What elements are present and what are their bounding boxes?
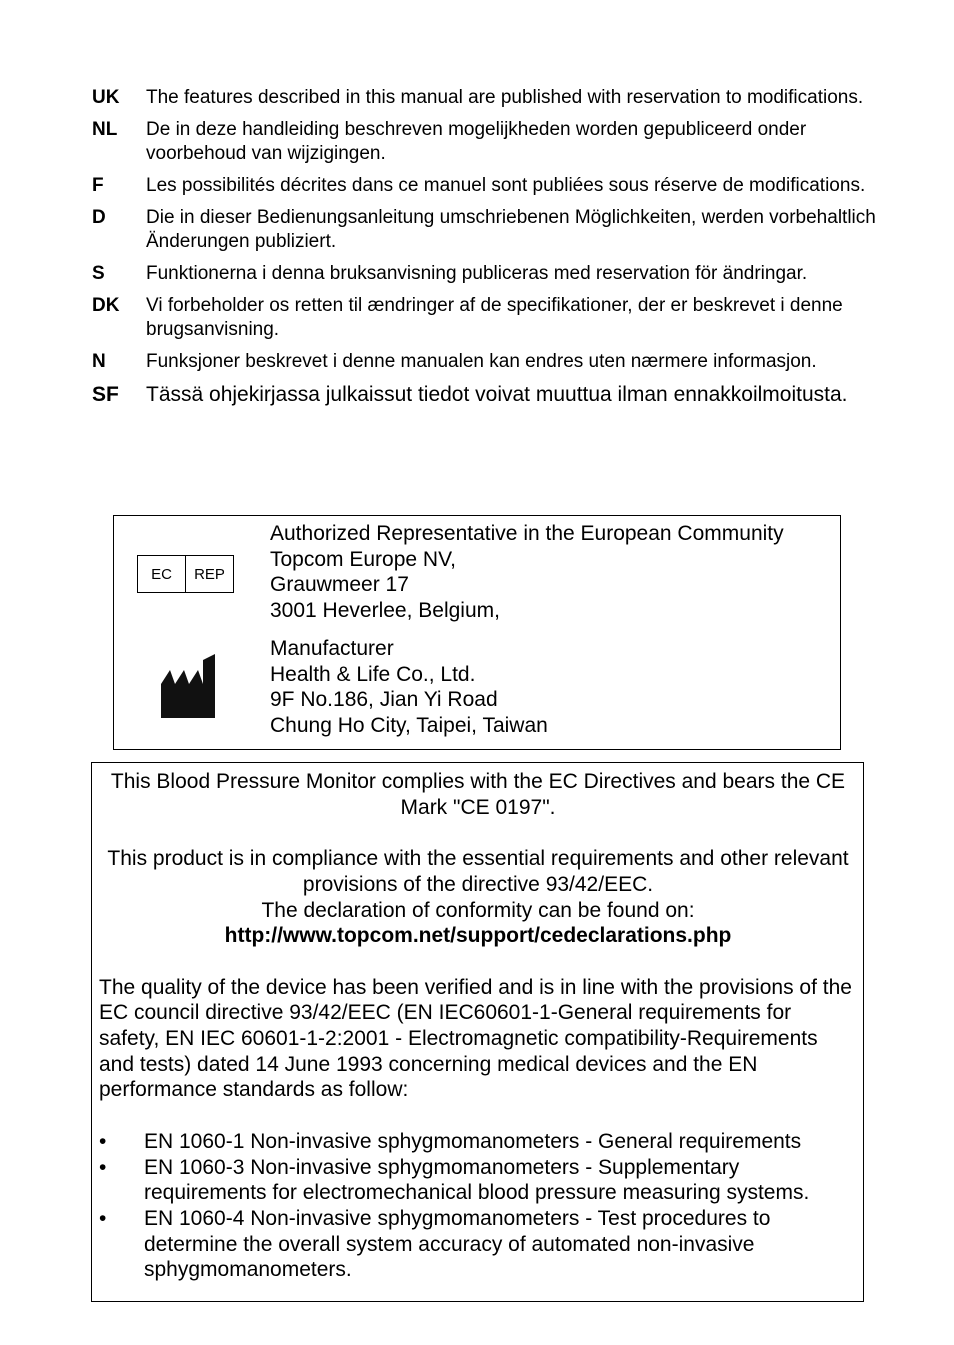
lang-row-d [92, 206, 882, 254]
language-disclaimer-list [92, 86, 882, 416]
rep-label: REP [185, 556, 233, 592]
lang-text: Die in dieser Bedienungsanleitung umschriebenen Möglichkeiten, werden vorbehaltlich Änderungen publiziert. [146, 207, 876, 252]
ec-rep-symbol [137, 555, 234, 593]
lang-text: Les possibilités décrites dans ce manuel sont publiées sous réserve de modifications. [146, 175, 866, 196]
lang-code: F [92, 175, 104, 196]
lang-code: D [92, 207, 106, 228]
list-item [99, 1206, 857, 1283]
mfr-line-city: Chung Ho City, Taipei, Taiwan [270, 713, 548, 737]
lang-code: UK [92, 87, 120, 108]
manufacturer-factory-icon [159, 652, 217, 720]
lang-row-s [92, 262, 882, 286]
quality-statement: The quality of the device has been verified and is in line with the provisions of the EC council directive 93/42/EEC (EN IEC60601-1-General requirements for safety, EN IEC 60601-1-2:2001 - Electromagnetic compatibility-Requirements and tests) dated 14 June 1993 concerning medical devices and the EN performance standards as follow: [99, 975, 852, 1102]
lang-code: SF [92, 383, 119, 406]
bullet: • [99, 1206, 107, 1230]
ce-mark-statement: This Blood Pressure Monitor complies with the EC Directives and bears the CE Mark "CE 0197". [110, 770, 846, 819]
directive-statement: This product is in compliance with the essential requirements and other relevant provisions of the directive 93/42/EEC. [107, 847, 849, 896]
bullet: • [99, 1129, 107, 1153]
lang-row-sf [92, 382, 882, 408]
lang-text: Funktionerna i denna bruksanvisning publiceras med reservation för ändringar. [146, 263, 808, 284]
declaration-statement: The declaration of conformity can be found on: [261, 898, 695, 922]
lang-code: S [92, 263, 105, 284]
rep-line-title: Authorized Representative in the European Community [270, 522, 784, 545]
lang-row-uk [92, 86, 882, 110]
declaration-url: http://www.topcom.net/support/cedeclarations.php [224, 924, 732, 948]
mfr-line-street: 9F No.186, Jian Yi Road [270, 688, 498, 711]
representative-text [270, 521, 784, 738]
lang-code: NL [92, 119, 118, 140]
lang-text: De in deze handleiding beschreven mogelijkheden worden gepubliceerd onder voorbehoud van wijzigingen. [146, 119, 807, 164]
lang-text: The features described in this manual are published with reservation to modifications. [146, 87, 864, 108]
lang-text: Tässä ohjekirjassa julkaissut tiedot voivat muuttua ilman ennakkoilmoitusta. [146, 383, 848, 406]
ec-label: EC [151, 565, 172, 583]
lang-row-f [92, 174, 882, 198]
rep-line-company: Topcom Europe NV, [270, 547, 456, 571]
standard-text: EN 1060-1 Non-invasive sphygmomanometers - General requirements [144, 1129, 802, 1153]
lang-text: Vi forbeholder os retten til ændringer af de specifikationer, der er beskrevet i denne brugsanvisning. [146, 295, 843, 340]
lang-code: N [92, 351, 106, 372]
standard-text: EN 1060-3 Non-invasive sphygmomanometers - Supplementary requirements for electromechanical blood pressure measuring systems. [144, 1155, 810, 1205]
lang-row-nl [92, 118, 882, 166]
bullet: • [99, 1155, 107, 1179]
lang-row-n [92, 350, 882, 374]
list-item [99, 1129, 857, 1155]
rep-line-street: Grauwmeer 17 [270, 573, 409, 596]
mfr-line-title: Manufacturer [270, 637, 394, 660]
mfr-line-company: Health & Life Co., Ltd. [270, 662, 476, 686]
rep-line-city: 3001 Heverlee, Belgium, [270, 598, 500, 622]
standards-list [99, 1129, 857, 1283]
list-item [99, 1155, 857, 1206]
lang-row-dk [92, 294, 882, 342]
ce-compliance-box [91, 762, 864, 1302]
standard-text: EN 1060-4 Non-invasive sphygmomanometers - Test procedures to determine the overall system accuracy of automated non-invasive sphygmomanometers. [144, 1206, 771, 1282]
lang-text: Funksjoner beskrevet i denne manualen kan endres uten nærmere informasjon. [146, 351, 817, 372]
lang-code: DK [92, 295, 120, 316]
representative-box [113, 515, 841, 750]
